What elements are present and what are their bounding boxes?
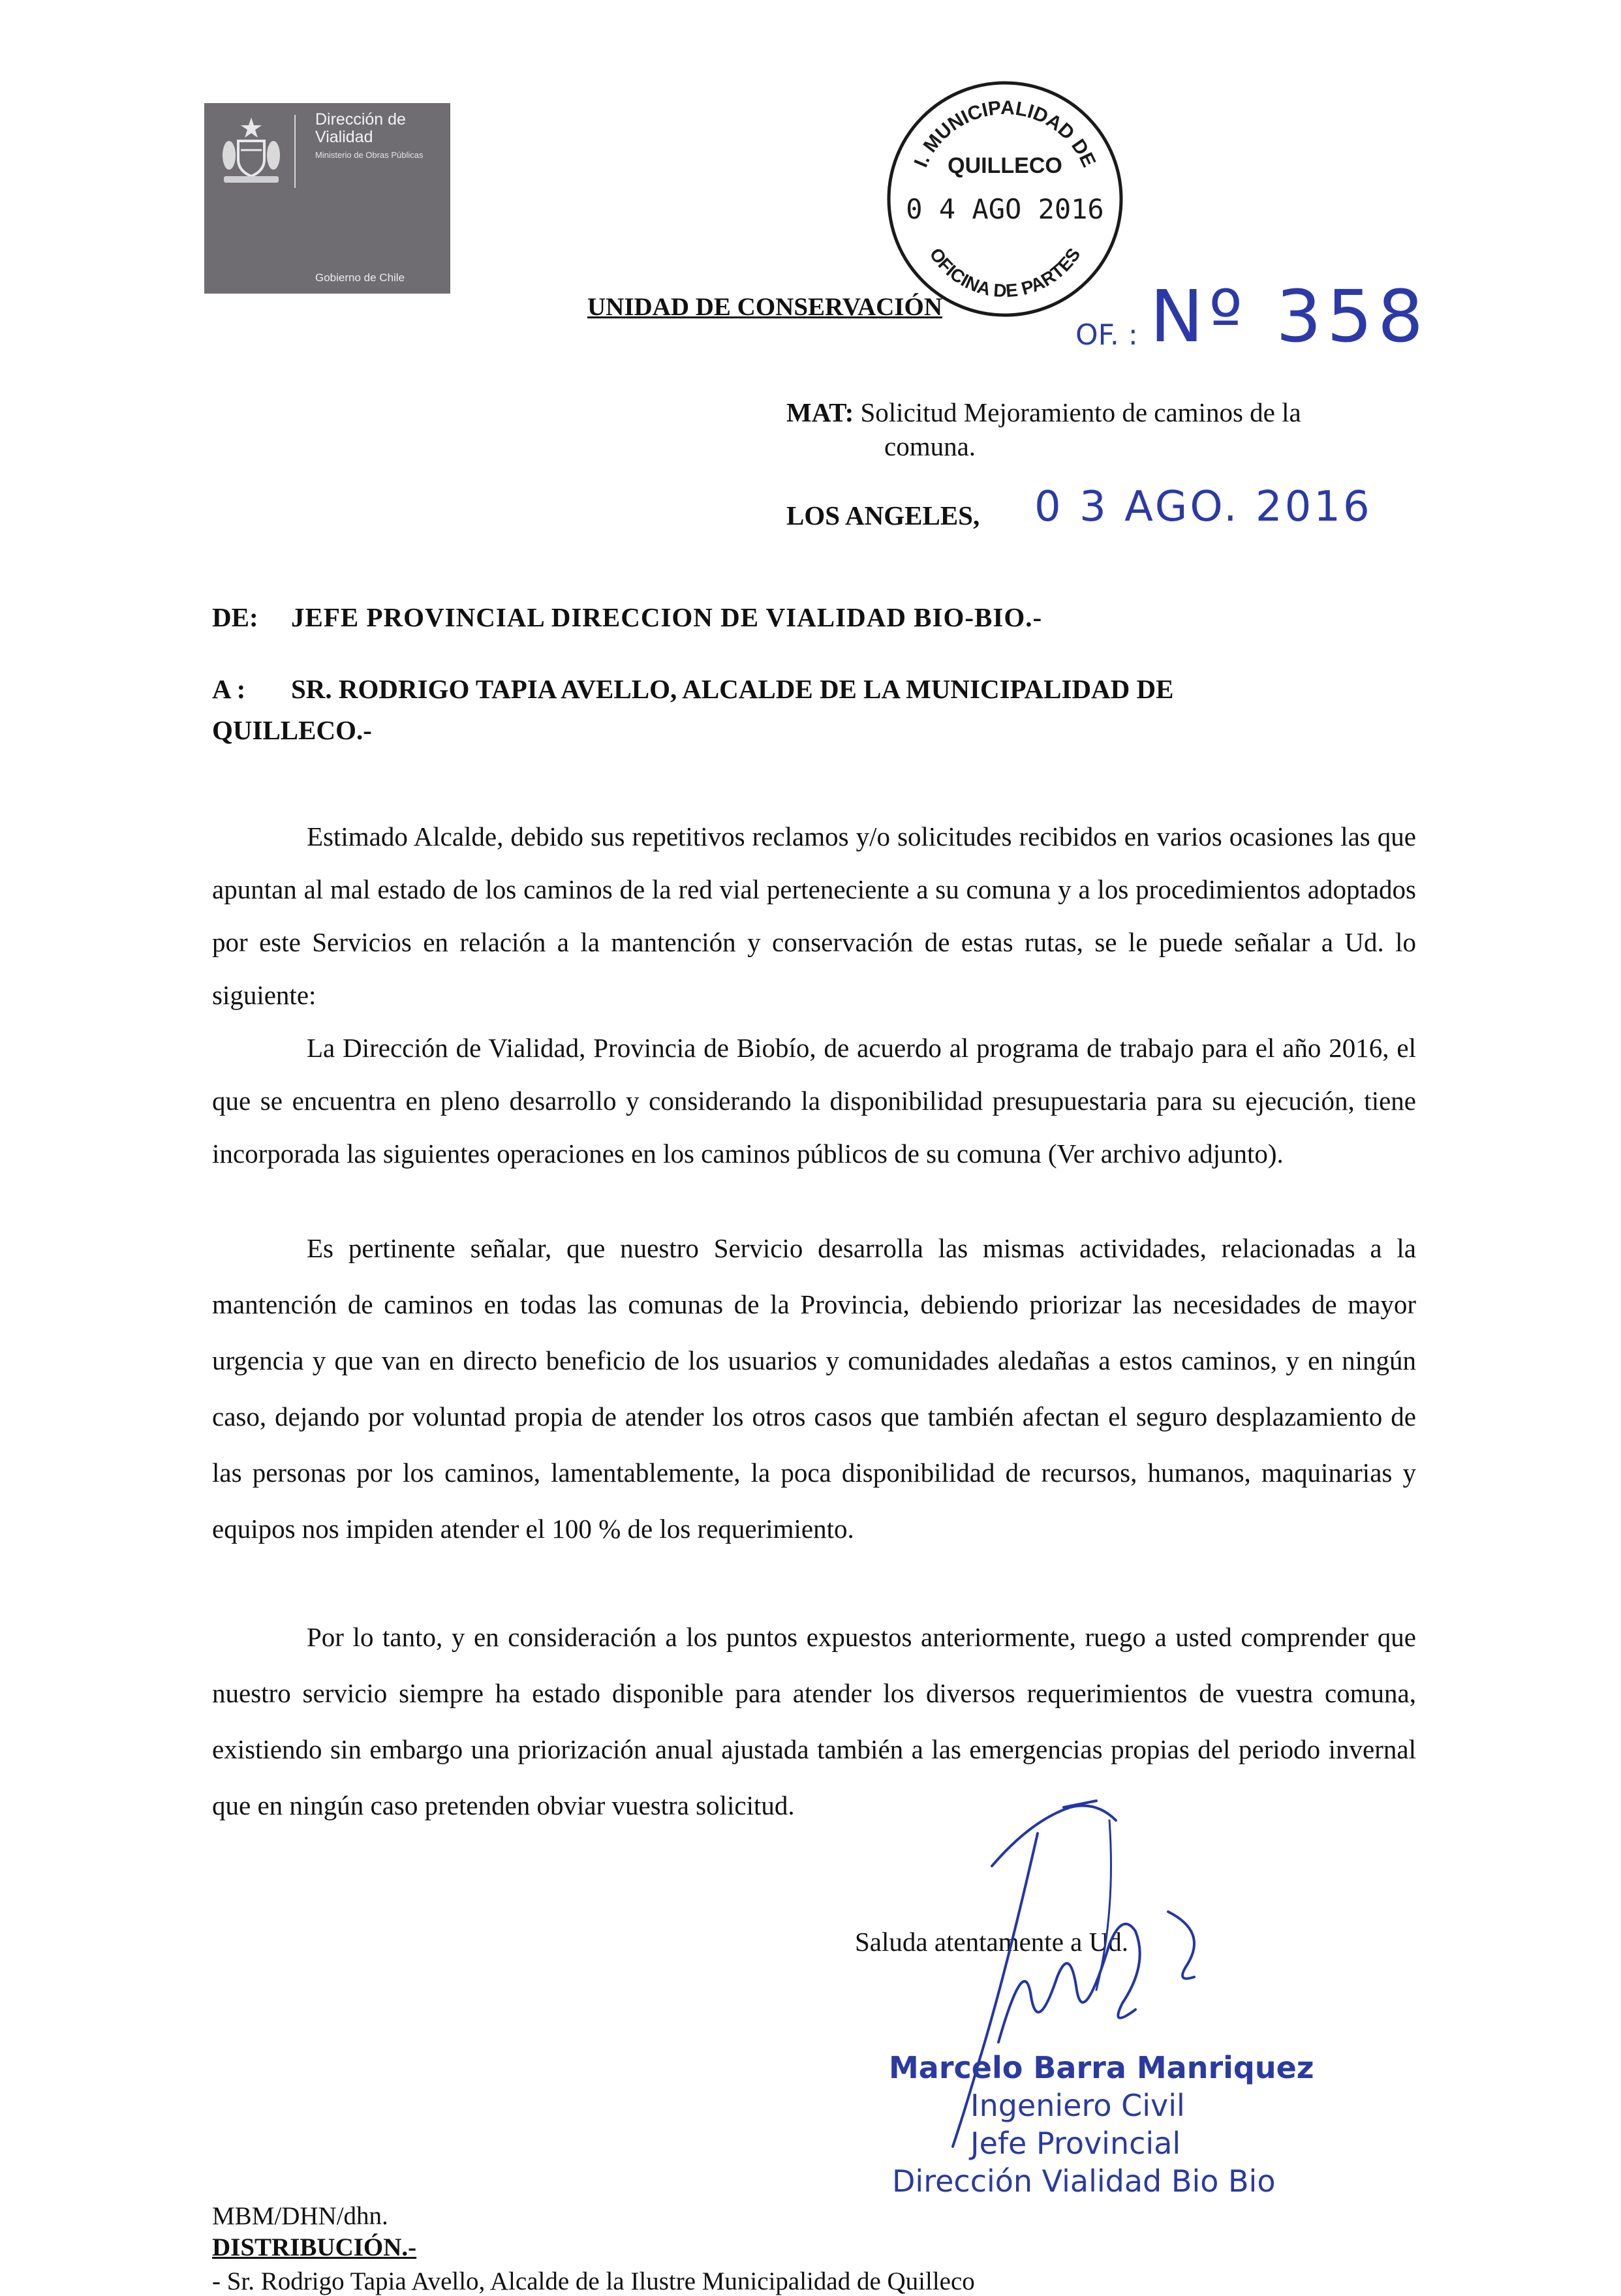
body-paragraph-3-text: Es pertinente señalar, que nuestro Servicio desarrolla las mismas actividades, relacionadas a la mantención de caminos en todas las comunas de la Provincia, debiendo priorizar las necesidades de mayor urgencia y que van en directo beneficio de los usuarios y comunidades aledañas a estos caminos, y en ningún caso, dejando por voluntad propia de atender los otros casos que también afectan el seguro desplazamiento de las personas por los caminos, lamentablemente, la poca disponibilidad de recursos, humanos, maquinarias y equipos nos impiden atender el 100 % de los requerimiento.	[212, 1233, 1416, 1544]
distribution-heading: DISTRIBUCIÓN.-	[212, 2233, 417, 2261]
body-paragraph-4	[212, 1609, 1416, 1833]
to-label: A :	[212, 674, 246, 704]
of-prefix: OF. :	[1075, 318, 1138, 352]
unit-heading: UNIDAD DE CONSERVACIÓN	[587, 293, 942, 321]
salutation: Saluda atentamente a Ud.	[855, 1927, 1128, 1957]
svg-text:OFICINA DE PARTES	[925, 244, 1084, 301]
chile-coat-of-arms-icon	[219, 116, 284, 188]
body-paragraph-2-text: La Dirección de Vialidad, Provincia de Biobío, de acuerdo al programa de trabajo para el año 2016, el que se encuentra en pleno desarrollo y considerando la disponibilidad presupuestaria para su ejecución, tiene incorporada las siguientes operaciones en los caminos públicos de su comuna (Ver archivo adjunto).	[212, 1033, 1416, 1169]
direccion-vialidad-logo	[204, 103, 450, 294]
body-paragraph-1	[212, 810, 1416, 1022]
logo-org-line1: Dirección de	[315, 110, 406, 129]
municipality-received-stamp	[884, 78, 1126, 320]
reference-initials: MBM/DHN/dhn.	[212, 2202, 388, 2230]
stamp-city: QUILLECO	[948, 153, 1062, 178]
stamp-bottom-text: OFICINA DE PARTES	[925, 244, 1085, 301]
from-label: DE:	[212, 602, 258, 632]
from-text: JEFE PROVINCIAL DIRECCION DE VIALIDAD BIO-BIO.-	[291, 602, 1043, 632]
to-line2: QUILLECO.-	[212, 715, 372, 745]
subject-block	[786, 395, 1439, 463]
date-stamp: 0 3 AGO. 2016	[1034, 483, 1372, 531]
distribution-item: - Sr. Rodrigo Tapia Avello, Alcalde de la Ilustre Municipalidad de Quilleco	[212, 2267, 975, 2295]
body-paragraph-4-text: Por lo tanto, y en consideración a los puntos expuestos anteriormente, ruego a usted comprender que nuestro servicio siempre ha estado disponible para atender los diversos requerimientos de vuestra comuna, existiendo sin embargo una priorización anual ajustada también a las emergencias propias del periodo invernal que en ningún caso pretenden obviar vuestra solicitud.	[212, 1622, 1416, 1820]
logo-divider	[294, 115, 296, 188]
of-number: Nº 358	[1150, 275, 1429, 358]
logo-government: Gobierno de Chile	[315, 271, 405, 284]
subject-label: MAT:	[786, 397, 854, 427]
subject-line1: Solicitud Mejoramiento de caminos de la	[860, 397, 1301, 427]
body-paragraph-1-text: Estimado Alcalde, debido sus repetitivos reclamos y/o solicitudes recibidos en varios ocasiones las que apuntan al mal estado de los caminos de la red vial perteneciente a su comuna y a los procedimientos adoptados por este Servicios en relación a la mantención y conservación de estas rutas, se le puede señalar a Ud. lo siguiente:	[212, 821, 1416, 1010]
place: LOS ANGELES,	[786, 500, 980, 530]
signer-title: Ingeniero Civil	[970, 2088, 1185, 2123]
logo-org-line2: Vialidad	[315, 128, 373, 146]
signer-name: Marcelo Barra Manriquez	[889, 2050, 1314, 2085]
stamp-date: 0 4 AGO 2016	[906, 193, 1104, 225]
signer-office: Dirección Vialidad Bio Bio	[892, 2164, 1276, 2199]
logo-org-name	[315, 111, 406, 146]
body-paragraph-3	[212, 1220, 1416, 1557]
to-line1: SR. RODRIGO TAPIA AVELLO, ALCALDE DE LA MUNICIPALIDAD DE	[291, 674, 1174, 704]
subject-line2: comuna.	[884, 431, 976, 461]
stamp-top-text: I. MUNICIPALIDAD DE	[910, 97, 1100, 171]
body-paragraph-2	[212, 1022, 1416, 1180]
signer-role: Jefe Provincial	[970, 2126, 1181, 2161]
signer-block	[889, 2049, 1346, 2200]
logo-ministry: Ministerio de Obras Públicas	[315, 150, 424, 160]
